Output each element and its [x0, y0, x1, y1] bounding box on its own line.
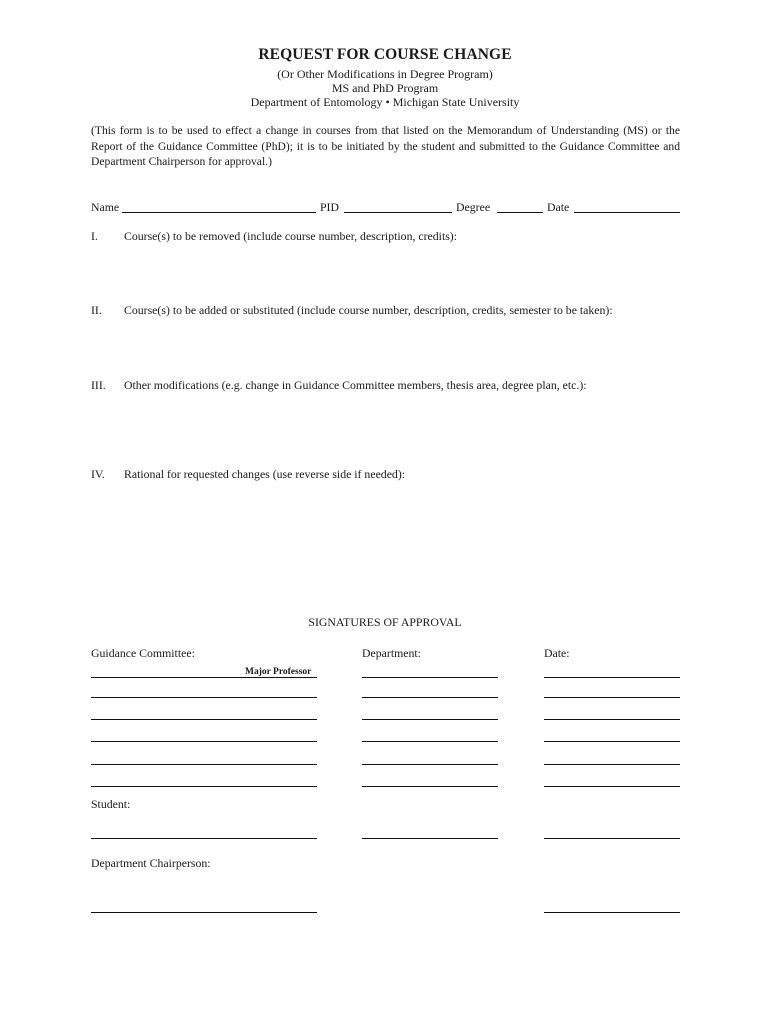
date-label: Date [547, 200, 570, 214]
committee-signature-line[interactable] [91, 719, 317, 720]
section-removed-courses: Course(s) to be removed (include course number, description, credits): [124, 229, 458, 243]
section-other-modifications: Other modifications (e.g. change in Guidance Committee members, thesis area, degree plan, etc.): [124, 378, 587, 392]
signatures-heading: SIGNATURES OF APPROVAL [308, 615, 462, 629]
department-label: Department: [362, 646, 421, 660]
chairperson-label: Department Chairperson: [91, 856, 211, 870]
date-field[interactable] [574, 212, 680, 213]
department-signature-line[interactable] [362, 697, 498, 698]
section-added-courses: Course(s) to be added or substituted (include course number, description, credits, semester to be taken): [124, 303, 613, 317]
date-signature-line[interactable] [544, 838, 680, 839]
chairperson-signature-line[interactable] [91, 912, 317, 913]
department-line: Department of Entomology • Michigan State University [250, 95, 520, 109]
department-signature-line[interactable] [362, 838, 498, 839]
section-number: IV. [91, 467, 105, 481]
department-signature-line[interactable] [362, 677, 498, 678]
pid-label: PID [320, 200, 340, 214]
date-signature-line[interactable] [544, 697, 680, 698]
date-signature-line[interactable] [544, 912, 680, 913]
section-rationale: Rational for requested changes (use reverse side if needed): [124, 467, 406, 481]
student-label: Student: [91, 797, 131, 811]
committee-signature-line[interactable] [91, 741, 317, 742]
form-subtitle: (Or Other Modifications in Degree Program) [277, 67, 493, 81]
pid-field[interactable] [344, 212, 452, 213]
program-line: MS and PhD Program [331, 81, 439, 95]
date-signature-line[interactable] [544, 786, 680, 787]
signature-date-label: Date: [544, 646, 570, 660]
student-signature-line[interactable] [91, 838, 317, 839]
date-signature-line[interactable] [544, 741, 680, 742]
guidance-committee-label: Guidance Committee: [91, 646, 195, 660]
committee-signature-line[interactable] [91, 764, 317, 765]
intro-paragraph: (This form is to be used to effect a change in courses from that listed on the Memorandum of Understanding (MS) or the Report of the Guidance Committee (PhD); it is to be initiated by the student and submitted to the Guidance Committee and Department Chairperson for approval.) [91, 124, 680, 168]
department-signature-line[interactable] [362, 719, 498, 720]
committee-signature-line[interactable] [91, 697, 317, 698]
section-number: III. [91, 378, 106, 392]
committee-signature-line[interactable] [91, 786, 317, 787]
date-signature-line[interactable] [544, 764, 680, 765]
degree-label: Degree [456, 200, 491, 214]
major-professor-label: Major Professor [245, 667, 312, 677]
degree-field[interactable] [497, 212, 543, 213]
department-signature-line[interactable] [362, 764, 498, 765]
section-number: I. [91, 229, 98, 243]
date-signature-line[interactable] [544, 677, 680, 678]
department-signature-line[interactable] [362, 741, 498, 742]
name-field[interactable] [122, 212, 316, 213]
date-signature-line[interactable] [544, 719, 680, 720]
name-label: Name [91, 200, 120, 214]
major-professor-signature-line[interactable] [91, 677, 317, 678]
section-number: II. [91, 303, 102, 317]
department-signature-line[interactable] [362, 786, 498, 787]
form-title: REQUEST FOR COURSE CHANGE [258, 46, 512, 63]
